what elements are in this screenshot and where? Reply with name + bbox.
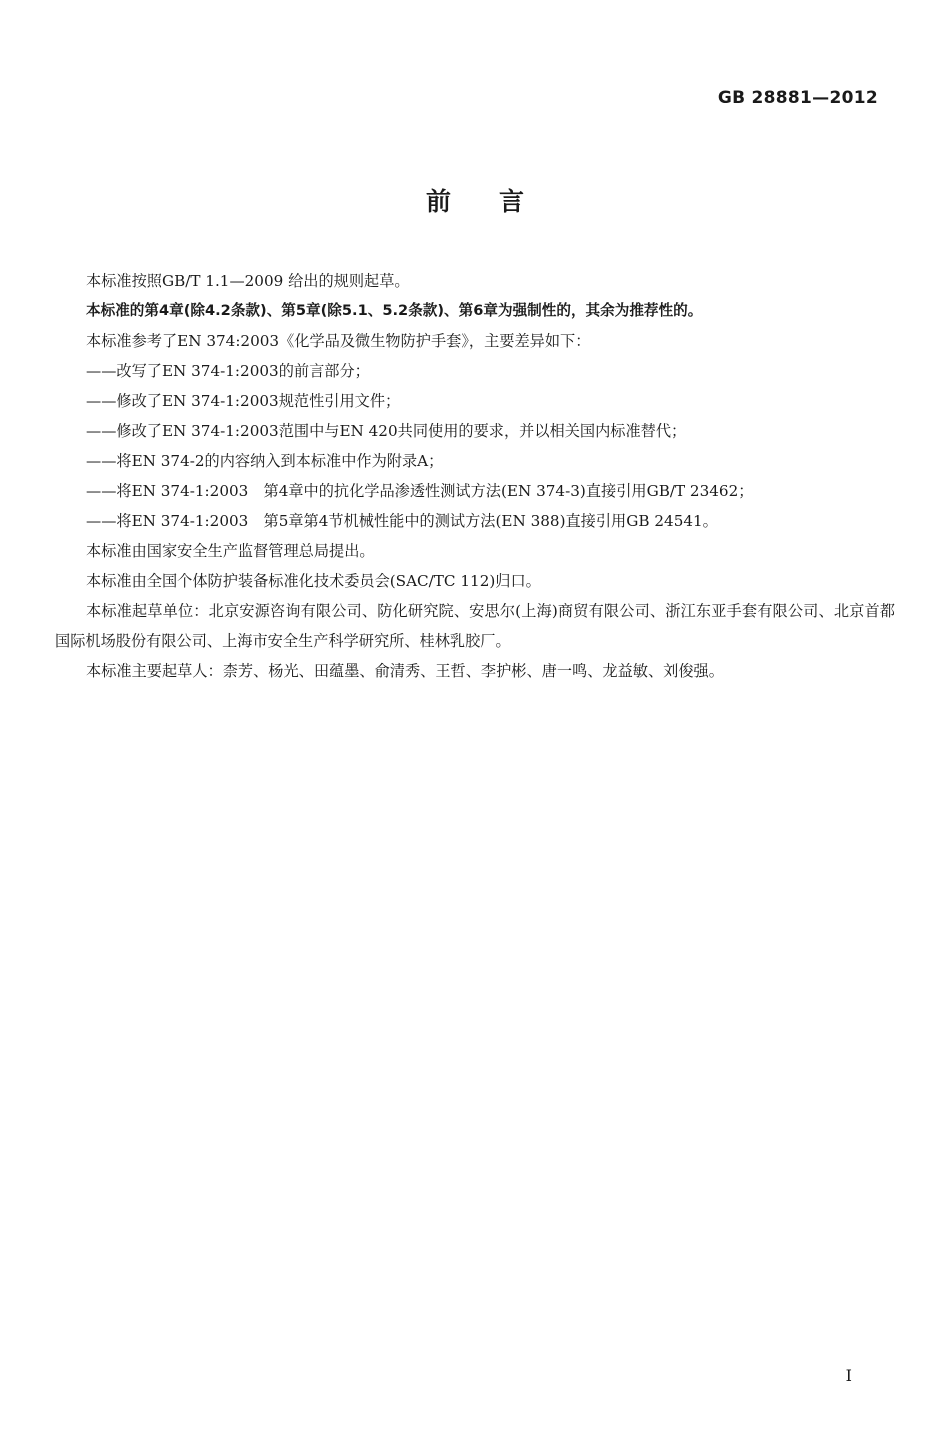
paragraph-drafting-rules: 本标准按照GB/T 1.1—2009 给出的规则起草。 [86,272,410,290]
paragraph-reference-standard: 本标准参考了EN 374:2003《化学品及微生物防护手套》，主要差异如下： [86,332,591,350]
difference-item: ——将EN 374-2的内容纳入到本标准中作为附录A； [86,452,444,470]
paragraph-mandatory-clauses: 本标准的第4章(除4.2条款)、第5章(除5.1、5.2条款)、第6章为强制性的，其余为推荐性的。 [86,302,703,319]
difference-item: ——将EN 374-1:2003 第5章第4节机械性能中的测试方法(EN 388)直接引用GB 24541。 [86,512,718,530]
paragraph-main-drafters: 本标准主要起草人：柰芳、杨光、田蕴墨、俞清秀、王哲、李护彬、唐一鸣、龙益敏、刘俊强。 [86,662,724,680]
page-title: 前言 [425,187,572,216]
paragraph-proposer: 本标准由国家安全生产监督管理总局提出。 [86,542,375,560]
foreword-body [55,266,895,686]
page-number: I [845,1366,852,1385]
paragraph-drafting-organizations: 本标准起草单位：北京安源咨询有限公司、防化研究院、安思尔(上海)商贸有限公司、浙江东亚手套有限公司、北京首都国际机场股份有限公司、上海市安全生产科学研究所、桂林乳胶厂。 [55,602,895,650]
difference-item: ——改写了EN 374-1:2003的前言部分； [86,362,370,380]
standard-number: GB 28881—2012 [717,88,878,108]
difference-item: ——修改了EN 374-1:2003范围中与EN 420共同使用的要求，并以相关国内标准替代； [86,422,687,440]
paragraph-technical-committee: 本标准由全国个体防护装备标准化技术委员会(SAC/TC 112)归口。 [86,572,541,590]
difference-item: ——修改了EN 374-1:2003规范性引用文件； [86,392,401,410]
difference-item: ——将EN 374-1:2003 第4章中的抗化学品渗透性测试方法(EN 374-3)直接引用GB/T 23462； [86,482,754,500]
